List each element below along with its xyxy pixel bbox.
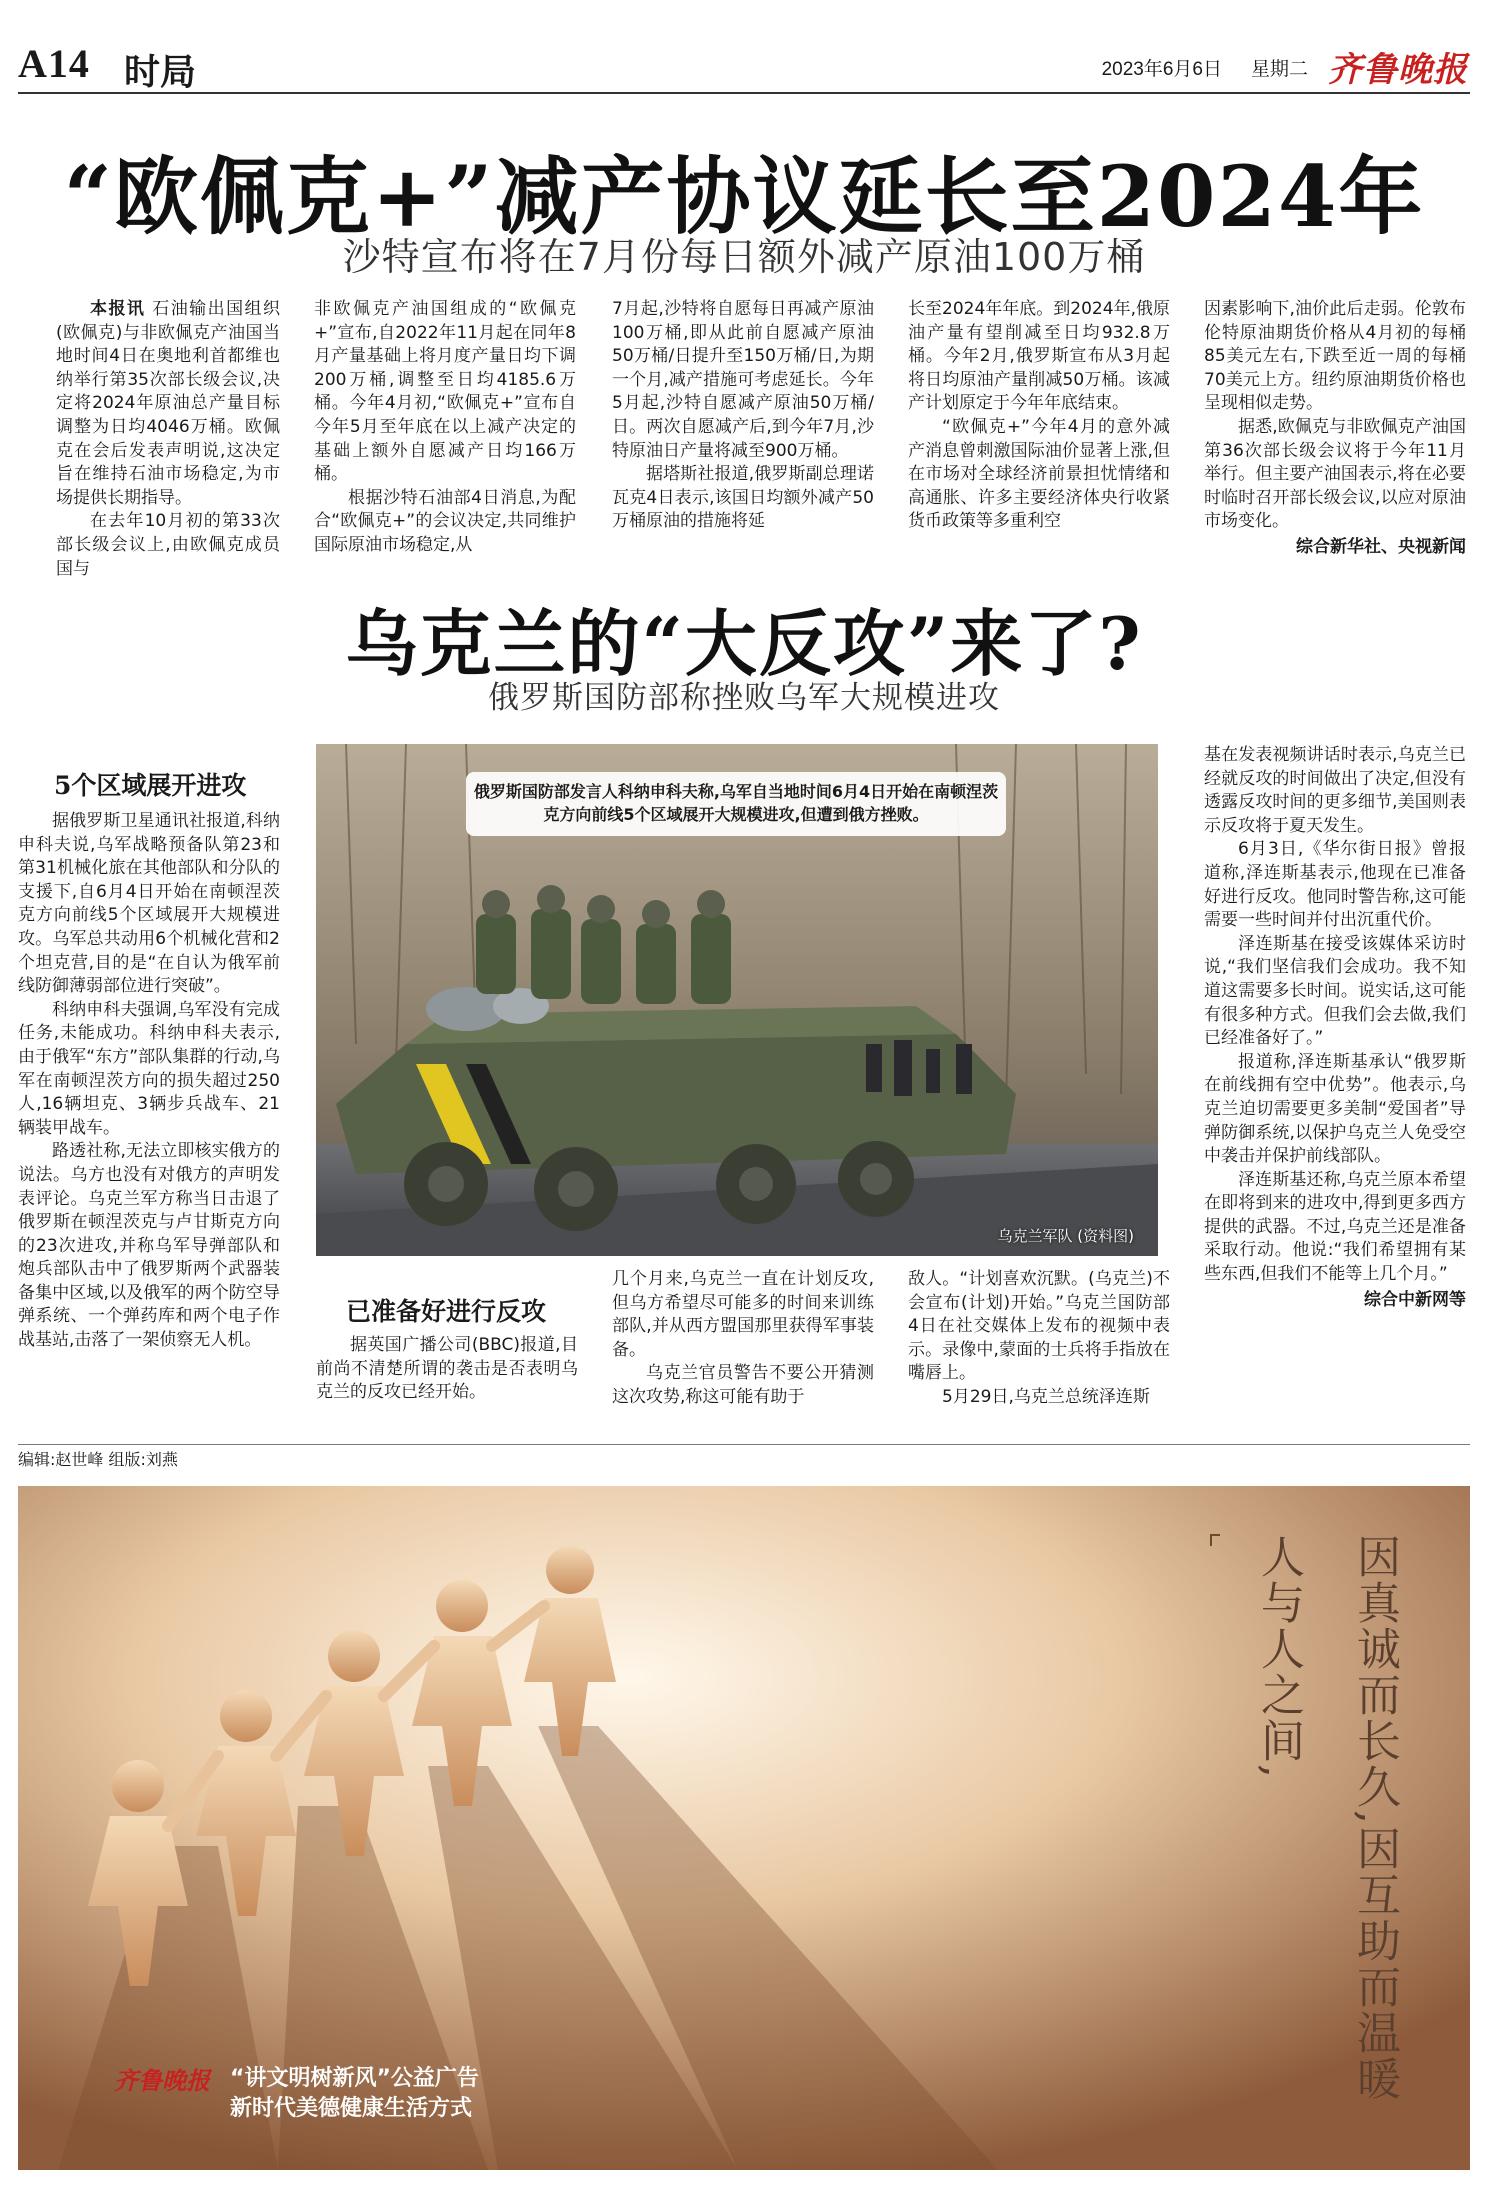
article2-paragraph: 据英国广播公司(BBC)报道,目前尚不清楚所谓的袭击是否表明乌克兰的反攻已经开始。	[316, 1335, 578, 1403]
article1-paragraph: “欧佩克+”今年4月的意外减产消息曾刺激国际油价显著上涨,但在市场对全球经济前景担忧情绪和高通胀、许多主要经济体央行收紧货币政策等多重利空	[908, 416, 1170, 532]
article1-paragraph: 长至2024年年底。到2024年,俄原油产量有望削减至日均932.8万桶。今年2月,俄罗斯宣布从3月起将日均原油产量削减50万桶。该减产计划原定于今年年底结束。	[908, 299, 1170, 414]
article1-column-1	[56, 298, 281, 579]
article1-subheadline: 沙特宣布将在7月份每日额外减产原油100万桶	[342, 235, 1146, 279]
section-name: 时局	[124, 51, 197, 93]
article1-headline: “欧佩克+”减产协议延长至2024年	[63, 147, 1425, 246]
article2-paragraph: 泽连斯基还称,乌克兰原本希望在即将到来的进攻中,得到更多西方提供的武器。不过,乌克兰还是准备采取行动。他说:“我们希望拥有某些东西,但我们不能等上几个月。”	[1204, 1169, 1466, 1285]
article2-right-column	[1204, 744, 1466, 1430]
ad-slogan-line-1: 人与人之间,	[1253, 1534, 1304, 1780]
page-header	[18, 40, 1470, 94]
article2-headline: 乌克兰的“大反攻”来了?	[345, 601, 1143, 686]
article1-column-4	[908, 298, 1170, 554]
newspaper-logo: 齐鲁晚报	[1328, 50, 1468, 90]
article2-paragraph: 路透社称,无法立即核实俄方的说法。乌方也没有对俄方的声明发表评论。乌克兰军方称当日击退了俄罗斯在顿涅茨克与卢甘斯克方向的23次进攻,并称乌军导弹部队和炮兵部队击中了俄罗斯两个武器装备集中区域,以及俄军的两个防空导弹系统、一个弹药库和两个电子作战基站,击落了一架侦察无人机。	[18, 1141, 280, 1351]
article2-paragraph: 科纳申科夫强调,乌军没有完成任务,未能成功。科纳申科夫表示,由于俄军“东方”部队集群的行动,乌军在南顿涅茨方向的损失超过250人,16辆坦克、3辆步兵战车、21辆装甲战车。	[18, 999, 280, 1138]
article2-paragraph: 乌克兰官员警告不要公开猜测这次攻势,称这可能有助于	[612, 1363, 874, 1407]
photo-credit: 乌克兰军队 (资料图)	[997, 1227, 1134, 1245]
article1-column-2	[314, 298, 576, 554]
article2-paragraph: 报道称,泽连斯基承认“俄罗斯在前线拥有空中优势”。他表示,乌克兰迫切需要更多美制“爱国者”导弹防御系统,以保护乌克兰人免受空中袭击并保护前线部队。	[1204, 1051, 1466, 1167]
article2-left-column	[18, 810, 280, 1426]
article1-lead-label: 本报讯	[90, 299, 146, 319]
ad-bracket-decoration	[1210, 1534, 1220, 1546]
photo-caption: 俄罗斯国防部发言人科纳申科夫称,乌军自当地时间6月4日开始在南顿涅茨克方向前线5个区域展开大规模进攻,但遭到俄方挫败。	[466, 772, 1006, 836]
article1-paragraph: 石油输出国组织(欧佩克)与非欧佩克产油国当地时间4日在奥地利首都维也纳举行第35次部长级会议,决定将2024年原油总产量目标调整为日均4046万桶。欧佩克在会后发表声明说,这决定旨在维持石油市场稳定,为市场提供长期指导。	[56, 299, 281, 508]
article2-middle-column-2	[612, 1268, 874, 1430]
article2-paragraph: 6月3日,《华尔街日报》曾报道称,泽连斯基表示,他现在已准备好进行反攻。他同时警告称,这可能需要一些时间并付出沉重代价。	[1204, 839, 1466, 931]
page-number: A14	[18, 41, 90, 86]
article2-paragraph: 基在发表视频讲话时表示,乌克兰已经就反攻的时间做出了决定,但没有透露反攻时间的更多细节,美国则表示反攻将于夏天发生。	[1204, 745, 1466, 836]
article1-paragraph: 在去年10月初的第33次部长级会议上,由欧佩克成员国与	[56, 511, 280, 579]
ad-slogan-line-2: 因真诚而长久,因互助而温暖	[1349, 1534, 1400, 2102]
ad-tagline: 新时代美德健康生活方式	[230, 2096, 473, 2121]
article2-middle-column-3	[908, 1268, 1170, 1430]
article2-section-title: 5个区域展开进攻	[54, 771, 247, 800]
article2-paragraph: 几个月来,乌克兰一直在计划反攻,但乌方希望尽可能多的时间来训练部队,并从西方盟国那里获得军事装备。	[612, 1269, 874, 1360]
news-photo	[316, 744, 1158, 1256]
article2-middle-column-1	[316, 1334, 578, 1430]
article1-paragraph: 7月起,沙特将自愿每日再减产原油100万桶,即从此前自愿减产原油50万桶/日提升至150万桶/日,为期一个月,减产措施可考虑延长。今年5月起,沙特自愿减产原油50万桶/日。两次自愿减产后,到今年7月,沙特原油日产量将减至900万桶。	[612, 299, 874, 461]
article1-paragraph: 据悉,欧佩克与非欧佩克产油国第36次部长级会议将于今年11月举行。但主要产油国表示,将在必要时临时召开部长级会议,以应对原油市场变化。	[1204, 416, 1466, 532]
article1-paragraph: 据塔斯社报道,俄罗斯副总理诺瓦克4日表示,该国日均额外减产50万桶原油的措施将延	[612, 464, 874, 532]
staff-credits: 编辑:赵世峰 组版:刘燕	[18, 1444, 1470, 1468]
issue-date: 2023年6月6日	[1101, 59, 1222, 80]
article2-subheadline: 俄罗斯国防部称挫败乌军大规模进攻	[488, 680, 1000, 716]
public-service-ad	[18, 1486, 1470, 2170]
article1-credit: 综合新华社、央视新闻	[1296, 536, 1466, 557]
ad-newspaper-logo: 齐鲁晚报	[114, 2066, 210, 2095]
article2-paragraph: 敌人。“计划喜欢沉默。(乌克兰)不会宣布(计划)开始。”乌克兰国防部4日在社交媒体上发布的视频中表示。录像中,蒙面的士兵将手指放在嘴唇上。	[908, 1269, 1170, 1384]
article2-paragraph: 泽连斯基在接受该媒体采访时说,“我们坚信我们会成功。我不知道这需要多长时间。说实话,这可能有很多种方式。但我们会去做,我们已经准备好了。”	[1204, 933, 1466, 1049]
article1-paragraph: 根据沙特石油部4日消息,为配合“欧佩克+”的会议决定,共同维护国际原油市场稳定,从	[314, 487, 576, 555]
article2-paragraph: 据俄罗斯卫星通讯社报道,科纳申科夫说,乌军战略预备队第23和第31机械化旅在其他部队和分队的支援下,自6月4日开始在南顿涅茨克方向前线5个区域展开大规模进攻。乌军总共动用6个机械化营和2个坦克营,目的是“在自认为俄军前线防御薄弱部位进行突破”。	[18, 811, 280, 997]
issue-weekday: 星期二	[1250, 59, 1308, 80]
article2-credit: 综合中新网等	[1364, 1289, 1466, 1310]
article2-section-title: 已准备好进行反攻	[346, 1297, 547, 1326]
article1-paragraph: 非欧佩克产油国组成的“欧佩克+”宣布,自2022年11月起在同年8月产量基础上将月度产量日均下调200万桶,调整至日均4185.6万桶。今年4月初,“欧佩克+”宣布自今年5月至年底在以上减产决定的基础上额外自愿减产日均166万桶。	[314, 299, 576, 485]
article1-column-5	[1204, 298, 1466, 560]
article1-paragraph: 因素影响下,油价此后走弱。伦敦布伦特原油期货价格从4月初的每桶85美元左右,下跌至近一周的每桶70美元上方。纽约原油期货价格也呈现相似走势。	[1204, 299, 1466, 414]
ad-campaign-title: “讲文明树新风”公益广告	[230, 2066, 479, 2091]
article2-paragraph: 5月29日,乌克兰总统泽连斯	[942, 1386, 1150, 1407]
article1-column-3	[612, 298, 874, 554]
